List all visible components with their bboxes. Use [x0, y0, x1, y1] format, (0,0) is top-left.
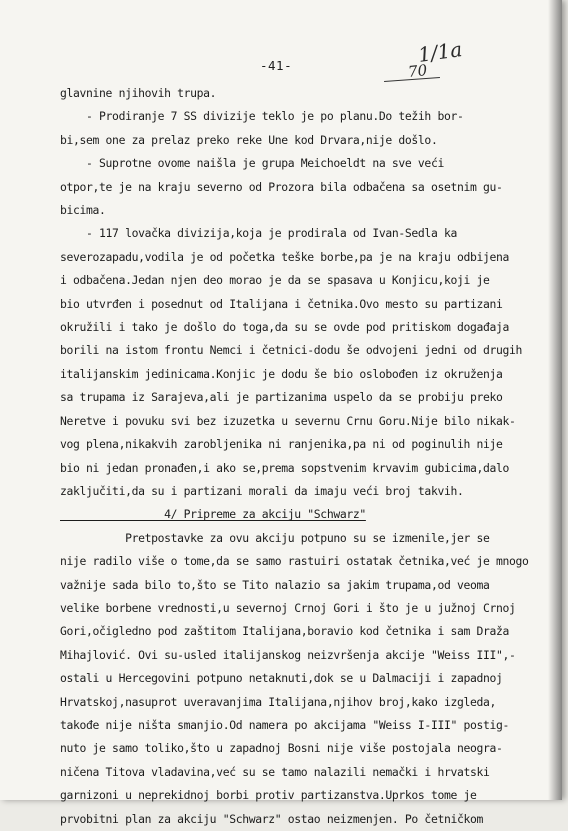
text-line: bio utvrđen i posednut od Italijana i četnika.Ovo mesto su partizani [60, 296, 503, 311]
text-line: Gori,očigledno pod zaštitom Italijana,boravio kod četnika i sam Draža [60, 624, 510, 639]
text-line: takođe nije ništa smanjio.Od namera po akcijama "Weiss I-III" postig- [60, 717, 510, 732]
handwritten-number: 70 [407, 61, 428, 81]
section-heading: 4/ Pripreme za akciju "Schwarz" [60, 507, 366, 522]
text-line: bi,sem one za prelaz preko reke Une kod Drvara,nije došlo. [60, 132, 438, 147]
text-line: Mihajlović. Ovi su-usled italijanskog neizvršenja akcije "Weiss III",- [60, 647, 516, 662]
text-line: ostali u Hercegovini potpuno netaknuti,dok se u Dalmaciji i zapadnoj [60, 671, 503, 686]
text-line: i odbačena.Jedan njen deo morao je da se spasava u Konjicu,koji je [60, 273, 490, 288]
text-line: Pretpostavke za ovu akciju potpuno su se izmenile,jer se [60, 530, 490, 545]
text-line: okružili i tako je došlo do toga,da su se ovde pod pritiskom događaja [60, 320, 510, 335]
text-line: Neretve i povuku svi bez izuzetka u severnu Crnu Goru.Nije bilo nikak- [60, 413, 516, 428]
typed-text-body [60, 82, 560, 831]
page-number: -41- [260, 58, 293, 73]
text-line: - Prodiranje 7 SS divizije teklo je po planu.Do težih bor- [60, 109, 464, 124]
handwritten-fraction: 1/1a [416, 37, 464, 67]
text-line: - Suprotne ovome naišla je grupa Meichoeldt na sve veći [60, 156, 444, 171]
text-line: zaključiti,da su i partizani morali da imaju veći broj takvih. [60, 483, 464, 498]
text-line: garnizoni u neprekidnoj borbi protiv partizanstva.Uprkos tome je [60, 788, 477, 803]
text-line: Hrvatskoj,nasuprot uveravanjima Italijana,njihov broj,kako izgleda, [60, 694, 497, 709]
text-line: glavnine njihovih trupa. [60, 86, 217, 100]
text-line: nije radilo više o tome,da se samo rastuiri ostatak četnika,već je mnogo [60, 554, 529, 569]
text-line: severozapadu,vodila je od početka teške borbe,pa je na kraju odbijena [60, 249, 510, 264]
text-line: bicima. [60, 203, 106, 218]
text-line: ničena Titova vladavina,već su se tamo nalazili nemački i hrvatski [60, 764, 490, 779]
text-line: prvobitni plan za akciju "Schwarz" ostao neizmenjen. Po četničkom [60, 811, 484, 826]
text-line: - 117 lovačka divizija,koja je prodirala od Ivan-Sedla ka [60, 226, 457, 241]
text-line: vog plena,nikakvih zarobljenika ni ranjenika,pa ni od poginulih nije [60, 437, 503, 452]
text-line: borili na istom frontu Nemci i četnici-dodu še odvojeni jedni od drugih [60, 343, 523, 358]
text-line: bio ni jedan pronađen,i ako se,prema sopstvenim krvavim gubicima,dalo [60, 460, 510, 475]
text-line: velike borbene vrednosti,u severnoj Crnoj Gori i što je u južnoj Crnoj [60, 600, 516, 615]
text-line: nuto je samo toliko,što u zapadnoj Bosni nije više postojala neogra- [60, 741, 503, 756]
text-line: otpor,te je na kraju severno od Prozora bila odbačena sa osetnim gu- [60, 179, 503, 194]
text-line: sa trupama iz Sarajeva,ali je partizanima uspelo da se probiju preko [60, 390, 503, 405]
text-line: važnije sada bilo to,što se Tito nalazio sa jakim trupama,od veoma [60, 577, 490, 592]
text-line: italijanskim jedinicama.Konjic je dodu še bio oslobođen iz okruženja [60, 366, 503, 381]
